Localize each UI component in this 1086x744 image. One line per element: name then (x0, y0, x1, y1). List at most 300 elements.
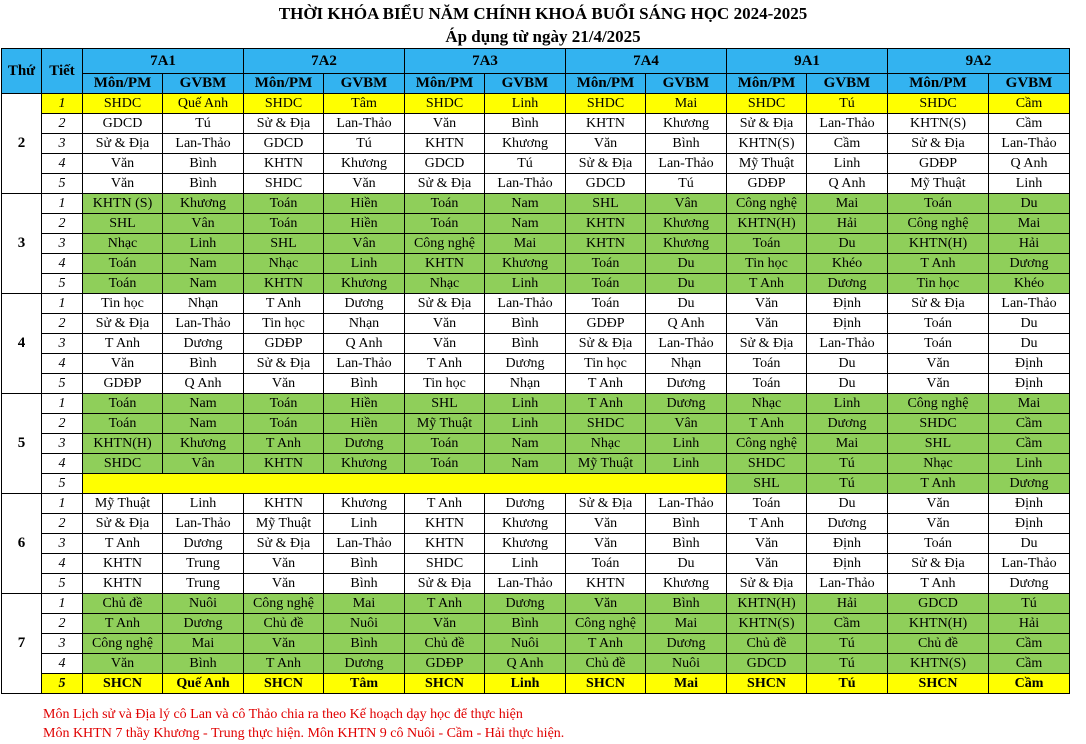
teacher-cell: Dương (646, 634, 727, 654)
teacher-cell: Du (989, 534, 1070, 554)
teacher-cell: Bình (324, 554, 405, 574)
subject-cell: Toán (566, 554, 646, 574)
subject-cell: Văn (244, 554, 324, 574)
teacher-cell: Q Anh (485, 654, 566, 674)
subject-cell: Toán (244, 214, 324, 234)
period-cell: 2 (42, 614, 83, 634)
subject-cell: T Anh (888, 574, 989, 594)
teacher-cell: Khương (646, 214, 727, 234)
teacher-cell: Khương (485, 254, 566, 274)
subject-cell: Văn (244, 374, 324, 394)
subject-cell: KHTN (405, 534, 485, 554)
subject-cell: Tin học (83, 294, 163, 314)
teacher-cell: Lan-Thảo (324, 354, 405, 374)
subject-cell: Toán (727, 234, 807, 254)
teacher-cell: Du (646, 294, 727, 314)
table-row (2, 414, 1070, 434)
teacher-cell: Bình (324, 634, 405, 654)
subject-cell: KHTN (566, 214, 646, 234)
subject-cell: SHCN (888, 674, 989, 694)
subject-cell: Tin học (566, 354, 646, 374)
subject-cell: SHCN (244, 674, 324, 694)
page-subtitle: Áp dụng từ ngày 21/4/2025 (445, 27, 641, 46)
teacher-cell: Khương (646, 234, 727, 254)
teacher-cell: Định (807, 314, 888, 334)
teacher-cell: Cầm (989, 414, 1070, 434)
teacher-cell: Q Anh (807, 174, 888, 194)
subject-cell: T Anh (405, 494, 485, 514)
teacher-cell: Định (989, 354, 1070, 374)
subject-cell: Toán (727, 354, 807, 374)
subject-cell: GDĐP (727, 174, 807, 194)
subject-cell: GDĐP (566, 314, 646, 334)
period-cell: 1 (42, 494, 83, 514)
subject-cell: Toán (566, 274, 646, 294)
teacher-cell: Nhạn (485, 374, 566, 394)
subject-cell: Mỹ Thuật (566, 454, 646, 474)
subject-cell: Sử & Địa (727, 114, 807, 134)
teacher-cell: Dương (807, 274, 888, 294)
subject-cell: Văn (566, 514, 646, 534)
teacher-cell: Lan-Thảo (163, 314, 244, 334)
subject-cell: Toán (244, 194, 324, 214)
teacher-cell: Tâm (324, 94, 405, 114)
subject-cell: KHTN(S) (888, 654, 989, 674)
teacher-cell: Khương (485, 534, 566, 554)
subject-cell: T Anh (405, 594, 485, 614)
teacher-cell: Mai (163, 634, 244, 654)
class-header: 7A3 (405, 49, 566, 74)
teacher-cell: Định (807, 554, 888, 574)
subject-cell: Sử & Địa (83, 514, 163, 534)
subject-cell: Sử & Địa (727, 334, 807, 354)
subject-cell: SHDC (83, 94, 163, 114)
period-cell: 1 (42, 394, 83, 414)
period-cell: 4 (42, 554, 83, 574)
teacher-cell: Tú (989, 594, 1070, 614)
subject-cell: Sử & Địa (244, 114, 324, 134)
period-cell: 3 (42, 434, 83, 454)
subject-cell: Nhạc (888, 454, 989, 474)
teacher-cell: Nuôi (324, 614, 405, 634)
subject-cell: KHTN(H) (727, 594, 807, 614)
subject-cell: Công nghệ (727, 434, 807, 454)
subject-cell: Mỹ Thuật (727, 154, 807, 174)
table-row (2, 234, 1070, 254)
table-row (2, 154, 1070, 174)
note-science-teachers: Môn KHTN 7 thầy Khương - Trung thực hiện. Môn KHTN 9 cô Nuôi - Cầm - Hải thực hiện. (43, 726, 565, 741)
table-row (2, 194, 1070, 214)
period-cell: 4 (42, 254, 83, 274)
subject-cell: Sử & Địa (888, 134, 989, 154)
teacher-cell: Du (989, 334, 1070, 354)
teacher-cell: Tú (807, 94, 888, 114)
table-row (2, 134, 1070, 154)
subject-cell: SHDC (727, 94, 807, 114)
header-thu: Thứ (2, 49, 42, 94)
teacher-cell: Q Anh (989, 154, 1070, 174)
teacher-cell: Nuôi (163, 594, 244, 614)
teacher-cell: Khương (485, 134, 566, 154)
subject-cell: Văn (83, 354, 163, 374)
header-tiet: Tiết (42, 49, 83, 94)
period-cell: 5 (42, 174, 83, 194)
subject-cell: Chủ đề (244, 614, 324, 634)
teacher-cell: Quế Anh (163, 94, 244, 114)
subject-cell: SHCN (727, 674, 807, 694)
subject-cell: Sử & Địa (405, 294, 485, 314)
subject-cell: T Anh (244, 654, 324, 674)
note-history-geography: Môn Lịch sử và Địa lý cô Lan và cô Thảo chia ra theo Kế hoạch dạy học để thực hiện (43, 707, 523, 722)
teacher-cell: Dương (485, 494, 566, 514)
table-row (2, 474, 1070, 494)
teacher-cell: Lan-Thảo (989, 554, 1070, 574)
teacher-cell: Lan-Thảo (485, 174, 566, 194)
subject-cell: Nhạc (566, 434, 646, 454)
teacher-cell: Du (646, 554, 727, 574)
subject-cell: T Anh (566, 374, 646, 394)
subject-cell: Văn (888, 374, 989, 394)
teacher-cell: Nam (485, 214, 566, 234)
teacher-cell: Bình (646, 594, 727, 614)
teacher-cell: Bình (163, 154, 244, 174)
table-row (2, 174, 1070, 194)
table-row (2, 574, 1070, 594)
table-row (2, 634, 1070, 654)
teacher-cell: Linh (807, 394, 888, 414)
subject-cell: SHDC (405, 554, 485, 574)
subject-cell: T Anh (83, 534, 163, 554)
teacher-cell: Quế Anh (163, 674, 244, 694)
subject-cell: Văn (727, 314, 807, 334)
subject-cell: Sử & Địa (83, 134, 163, 154)
subject-cell: T Anh (244, 434, 324, 454)
table-row (2, 554, 1070, 574)
subject-cell: T Anh (83, 334, 163, 354)
teacher-cell: Bình (646, 514, 727, 534)
teacher-cell: Nam (163, 414, 244, 434)
period-cell: 5 (42, 274, 83, 294)
table-row (2, 274, 1070, 294)
subject-cell: Chủ đề (83, 594, 163, 614)
teacher-cell: Nam (485, 194, 566, 214)
teacher-cell: Lan-Thảo (807, 574, 888, 594)
teacher-cell: Dương (485, 594, 566, 614)
subject-cell: SHL (405, 394, 485, 414)
subject-cell: KHTN(H) (727, 214, 807, 234)
subject-cell: SHL (566, 194, 646, 214)
subject-cell: Tin học (405, 374, 485, 394)
teacher-cell: Mai (989, 394, 1070, 414)
subject-cell: Nhạc (727, 394, 807, 414)
teacher-cell: Tú (807, 634, 888, 654)
teacher-header: GVBM (163, 74, 244, 94)
teacher-cell: Linh (485, 554, 566, 574)
subject-cell: Toán (888, 314, 989, 334)
teacher-cell: Dương (163, 334, 244, 354)
subject-cell: Nhạc (83, 234, 163, 254)
subject-cell: Văn (405, 314, 485, 334)
subject-cell: T Anh (888, 254, 989, 274)
teacher-cell: Nam (485, 434, 566, 454)
subject-cell: Văn (405, 614, 485, 634)
period-cell: 1 (42, 594, 83, 614)
teacher-cell: Vân (163, 214, 244, 234)
teacher-header: GVBM (989, 74, 1070, 94)
teacher-cell: Cầm (989, 654, 1070, 674)
period-cell: 4 (42, 154, 83, 174)
teacher-cell: Mai (807, 434, 888, 454)
teacher-cell: Bình (324, 374, 405, 394)
subject-header: Môn/PM (727, 74, 807, 94)
teacher-cell: Văn (324, 174, 405, 194)
period-cell: 2 (42, 114, 83, 134)
teacher-cell: Nam (163, 254, 244, 274)
teacher-cell: Lan-Thảo (989, 294, 1070, 314)
subject-cell: Chủ đề (405, 634, 485, 654)
teacher-cell: Mai (324, 594, 405, 614)
table-row (2, 594, 1070, 614)
subject-cell: Mỹ Thuật (244, 514, 324, 534)
teacher-cell: Dương (646, 374, 727, 394)
table-row (2, 614, 1070, 634)
subject-cell: T Anh (727, 414, 807, 434)
teacher-cell: Du (646, 254, 727, 274)
teacher-cell: Định (807, 294, 888, 314)
subject-cell: GDĐP (244, 334, 324, 354)
period-cell: 4 (42, 354, 83, 374)
subject-cell: GDCD (83, 114, 163, 134)
period-cell: 5 (42, 674, 83, 694)
subject-header: Môn/PM (405, 74, 485, 94)
teacher-cell: Du (989, 194, 1070, 214)
period-cell: 2 (42, 414, 83, 434)
teacher-cell: Cầm (989, 674, 1070, 694)
subject-cell: Toán (405, 214, 485, 234)
subject-cell: KHTN (566, 574, 646, 594)
subject-cell: Văn (727, 294, 807, 314)
subject-cell: Văn (244, 634, 324, 654)
subject-cell: KHTN (566, 114, 646, 134)
subject-cell: KHTN(H) (888, 614, 989, 634)
subject-cell: Tin học (244, 314, 324, 334)
subject-cell: Toán (83, 274, 163, 294)
teacher-cell: Tâm (324, 674, 405, 694)
subject-cell: SHDC (405, 94, 485, 114)
teacher-cell: Bình (646, 534, 727, 554)
subject-cell: Văn (244, 574, 324, 594)
period-cell: 4 (42, 654, 83, 674)
teacher-cell: Dương (646, 394, 727, 414)
subject-cell: Sử & Địa (727, 574, 807, 594)
subject-cell: T Anh (83, 614, 163, 634)
teacher-cell: Định (989, 374, 1070, 394)
period-cell: 4 (42, 454, 83, 474)
teacher-cell: Bình (163, 174, 244, 194)
period-cell: 3 (42, 634, 83, 654)
teacher-cell: Du (807, 234, 888, 254)
subject-cell: Công nghệ (888, 394, 989, 414)
teacher-cell: Định (989, 514, 1070, 534)
teacher-cell: Vân (163, 454, 244, 474)
teacher-cell: Tú (807, 654, 888, 674)
teacher-cell: Linh (485, 674, 566, 694)
teacher-cell: Dương (324, 434, 405, 454)
table-row (2, 514, 1070, 534)
teacher-header: GVBM (324, 74, 405, 94)
empty-merged-cell (83, 474, 727, 494)
table-row (2, 394, 1070, 414)
subject-cell: Văn (727, 554, 807, 574)
teacher-cell: Linh (324, 254, 405, 274)
subject-cell: KHTN (244, 454, 324, 474)
subject-cell: Văn (566, 534, 646, 554)
day-cell: 2 (2, 94, 42, 194)
subject-cell: GDCD (727, 654, 807, 674)
subject-cell: GDCD (888, 594, 989, 614)
teacher-cell: Lan-Thảo (807, 334, 888, 354)
teacher-cell: Linh (989, 174, 1070, 194)
teacher-cell: Nuôi (485, 634, 566, 654)
teacher-cell: Linh (646, 454, 727, 474)
subject-cell: SHL (83, 214, 163, 234)
table-row (2, 654, 1070, 674)
subject-cell: Mỹ Thuật (405, 414, 485, 434)
table-row (2, 494, 1070, 514)
teacher-cell: Khương (485, 514, 566, 534)
teacher-cell: Mai (646, 94, 727, 114)
subject-cell: Nhạc (405, 274, 485, 294)
teacher-cell: Lan-Thảo (989, 134, 1070, 154)
day-cell: 6 (2, 494, 42, 594)
subject-cell: Công nghệ (566, 614, 646, 634)
class-header: 7A2 (244, 49, 405, 74)
table-row (2, 534, 1070, 554)
teacher-cell: Cầm (989, 114, 1070, 134)
subject-cell: GDCD (405, 154, 485, 174)
teacher-cell: Linh (324, 514, 405, 534)
subject-cell: Toán (405, 454, 485, 474)
teacher-cell: Lan-Thảo (485, 574, 566, 594)
teacher-cell: Dương (485, 354, 566, 374)
teacher-cell: Khương (646, 114, 727, 134)
teacher-cell: Q Anh (646, 314, 727, 334)
subject-cell: SHDC (244, 174, 324, 194)
class-header: 9A1 (727, 49, 888, 74)
subject-cell: Tin học (888, 274, 989, 294)
teacher-cell: Linh (807, 154, 888, 174)
teacher-cell: Lan-Thảo (324, 534, 405, 554)
period-cell: 3 (42, 234, 83, 254)
table-row (2, 214, 1070, 234)
teacher-cell: Định (807, 534, 888, 554)
subject-cell: Toán (405, 434, 485, 454)
teacher-cell: Hiền (324, 214, 405, 234)
subject-cell: SHL (244, 234, 324, 254)
subject-cell: T Anh (566, 634, 646, 654)
teacher-cell: Mai (646, 614, 727, 634)
subject-cell: Văn (405, 334, 485, 354)
period-cell: 5 (42, 574, 83, 594)
subject-cell: GDĐP (83, 374, 163, 394)
teacher-cell: Hải (807, 214, 888, 234)
page-title: THỜI KHÓA BIỂU NĂM CHÍNH KHOÁ BUỔI SÁNG HỌC 2024-2025 (278, 4, 808, 23)
subject-cell: GDĐP (405, 654, 485, 674)
subject-cell: Tin học (727, 254, 807, 274)
table-row (2, 674, 1070, 694)
subject-cell: SHCN (83, 674, 163, 694)
period-cell: 1 (42, 94, 83, 114)
subject-header: Môn/PM (888, 74, 989, 94)
subject-cell: Toán (405, 194, 485, 214)
table-row (2, 334, 1070, 354)
subject-cell: Văn (566, 594, 646, 614)
subject-cell: KHTN(H) (83, 434, 163, 454)
teacher-cell: Mai (485, 234, 566, 254)
subject-cell: SHDC (888, 94, 989, 114)
teacher-cell: Dương (324, 654, 405, 674)
teacher-cell: Trung (163, 574, 244, 594)
subject-cell: Sử & Địa (566, 154, 646, 174)
teacher-cell: Khương (324, 494, 405, 514)
subject-cell: T Anh (566, 394, 646, 414)
teacher-cell: Linh (485, 94, 566, 114)
teacher-cell: Tú (646, 174, 727, 194)
period-cell: 2 (42, 314, 83, 334)
teacher-cell: Bình (324, 574, 405, 594)
teacher-cell: Nam (485, 454, 566, 474)
subject-cell: Mỹ Thuật (83, 494, 163, 514)
subject-cell: Toán (244, 414, 324, 434)
subject-cell: Mỹ Thuật (888, 174, 989, 194)
subject-cell: KHTN (83, 574, 163, 594)
teacher-cell: Dương (989, 574, 1070, 594)
teacher-cell: Hiền (324, 394, 405, 414)
teacher-cell: Hải (989, 234, 1070, 254)
subject-cell: Công nghệ (727, 194, 807, 214)
subject-cell: T Anh (727, 274, 807, 294)
teacher-cell: Q Anh (163, 374, 244, 394)
teacher-cell: Q Anh (324, 334, 405, 354)
period-cell: 3 (42, 134, 83, 154)
day-cell: 7 (2, 594, 42, 694)
teacher-cell: Vân (324, 234, 405, 254)
subject-cell: Văn (888, 354, 989, 374)
teacher-cell: Cầm (989, 94, 1070, 114)
teacher-cell: Bình (163, 654, 244, 674)
subject-cell: SHDC (244, 94, 324, 114)
teacher-cell: Dương (807, 414, 888, 434)
period-cell: 2 (42, 514, 83, 534)
subject-cell: KHTN (S) (83, 194, 163, 214)
teacher-cell: Nhạn (646, 354, 727, 374)
teacher-cell: Du (989, 314, 1070, 334)
subject-cell: Công nghệ (83, 634, 163, 654)
subject-header: Môn/PM (566, 74, 646, 94)
teacher-cell: Bình (485, 114, 566, 134)
subject-cell: SHDC (83, 454, 163, 474)
table-row (2, 94, 1070, 114)
subject-cell: GDCD (566, 174, 646, 194)
teacher-cell: Khương (324, 454, 405, 474)
subject-cell: Toán (727, 374, 807, 394)
teacher-cell: Trung (163, 554, 244, 574)
teacher-cell: Linh (485, 414, 566, 434)
subject-cell: Toán (244, 394, 324, 414)
subject-cell: KHTN(S) (888, 114, 989, 134)
period-cell: 2 (42, 214, 83, 234)
subject-cell: Toán (888, 534, 989, 554)
